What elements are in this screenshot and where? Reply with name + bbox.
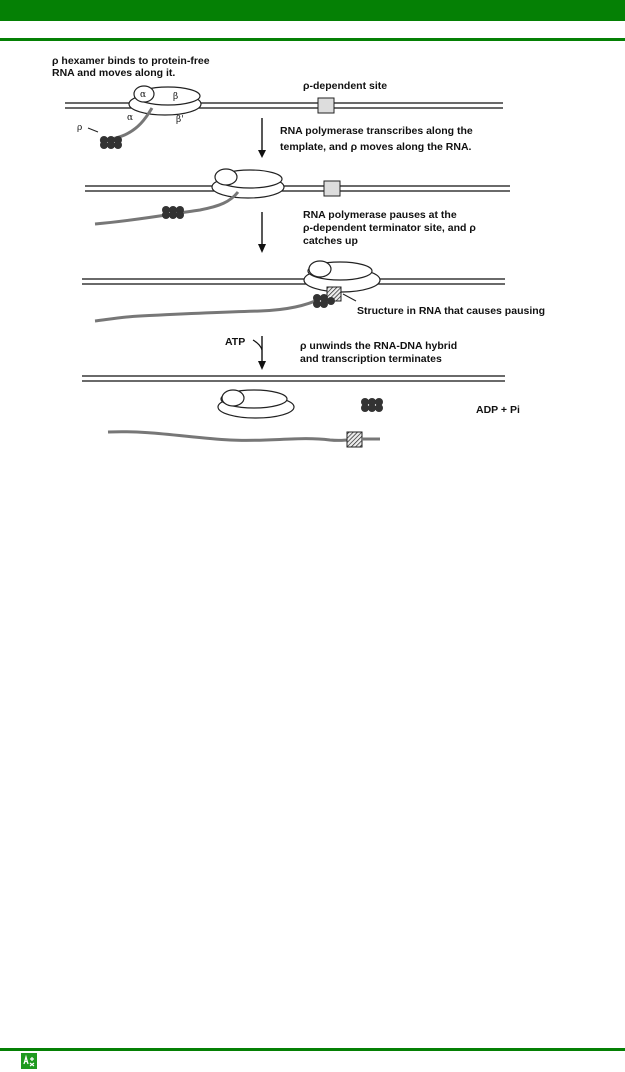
products-label: ADP + Pi bbox=[476, 404, 520, 416]
beta-prime-label: β' bbox=[176, 115, 184, 125]
panel-4 bbox=[82, 376, 520, 447]
released-rna-transcript bbox=[108, 432, 348, 441]
rho-pointer bbox=[88, 128, 98, 132]
rna-transcript bbox=[95, 298, 322, 321]
alpha-subunit bbox=[222, 390, 244, 406]
publisher-logo-icon bbox=[21, 1053, 37, 1069]
step1-line1: RNA polymerase transcribes along the bbox=[280, 125, 473, 137]
rho-dependent-site-box bbox=[324, 181, 340, 196]
atp-label: ATP bbox=[225, 336, 246, 348]
step-arrow-1-head bbox=[258, 150, 266, 158]
released-rho-hexamer bbox=[361, 398, 383, 412]
alpha-label-outer: α bbox=[127, 113, 134, 123]
rho-label: ρ bbox=[77, 123, 83, 133]
pause-structure-pointer bbox=[343, 294, 356, 301]
step2-line3: catches up bbox=[303, 235, 358, 247]
alpha-label-inner: α bbox=[140, 90, 147, 100]
alpha-subunit bbox=[215, 169, 237, 185]
beta-label: β bbox=[173, 92, 179, 102]
atp-input-arrow bbox=[253, 340, 262, 350]
alpha-subunit bbox=[309, 261, 331, 277]
panel-1 bbox=[65, 80, 503, 149]
step3-line1: ρ unwinds the RNA-DNA hybrid bbox=[300, 340, 458, 352]
step2-line2: ρ-dependent terminator site, and ρ bbox=[303, 222, 476, 234]
step3-line2: and transcription terminates bbox=[300, 353, 442, 365]
intro-label-line1: ρ hexamer binds to protein-free bbox=[52, 55, 210, 67]
pause-structure-box bbox=[347, 432, 362, 447]
step2-line1: RNA polymerase pauses at the bbox=[303, 209, 457, 221]
intro-label-line2: RNA and moves along it. bbox=[52, 67, 176, 79]
rho-hexamer bbox=[100, 136, 122, 149]
rho-hexamer bbox=[162, 206, 184, 219]
step-arrow-3-head bbox=[258, 361, 266, 370]
panel-3 bbox=[82, 261, 545, 321]
rho-dependent-site-box bbox=[318, 98, 334, 113]
pause-structure-label: Structure in RNA that causes pausing bbox=[357, 305, 546, 317]
footer-rule bbox=[0, 1048, 625, 1051]
step-arrow-2-head bbox=[258, 244, 266, 253]
step1-line2: template, and ρ moves along the RNA. bbox=[280, 141, 472, 153]
site-label: ρ-dependent site bbox=[303, 80, 388, 92]
